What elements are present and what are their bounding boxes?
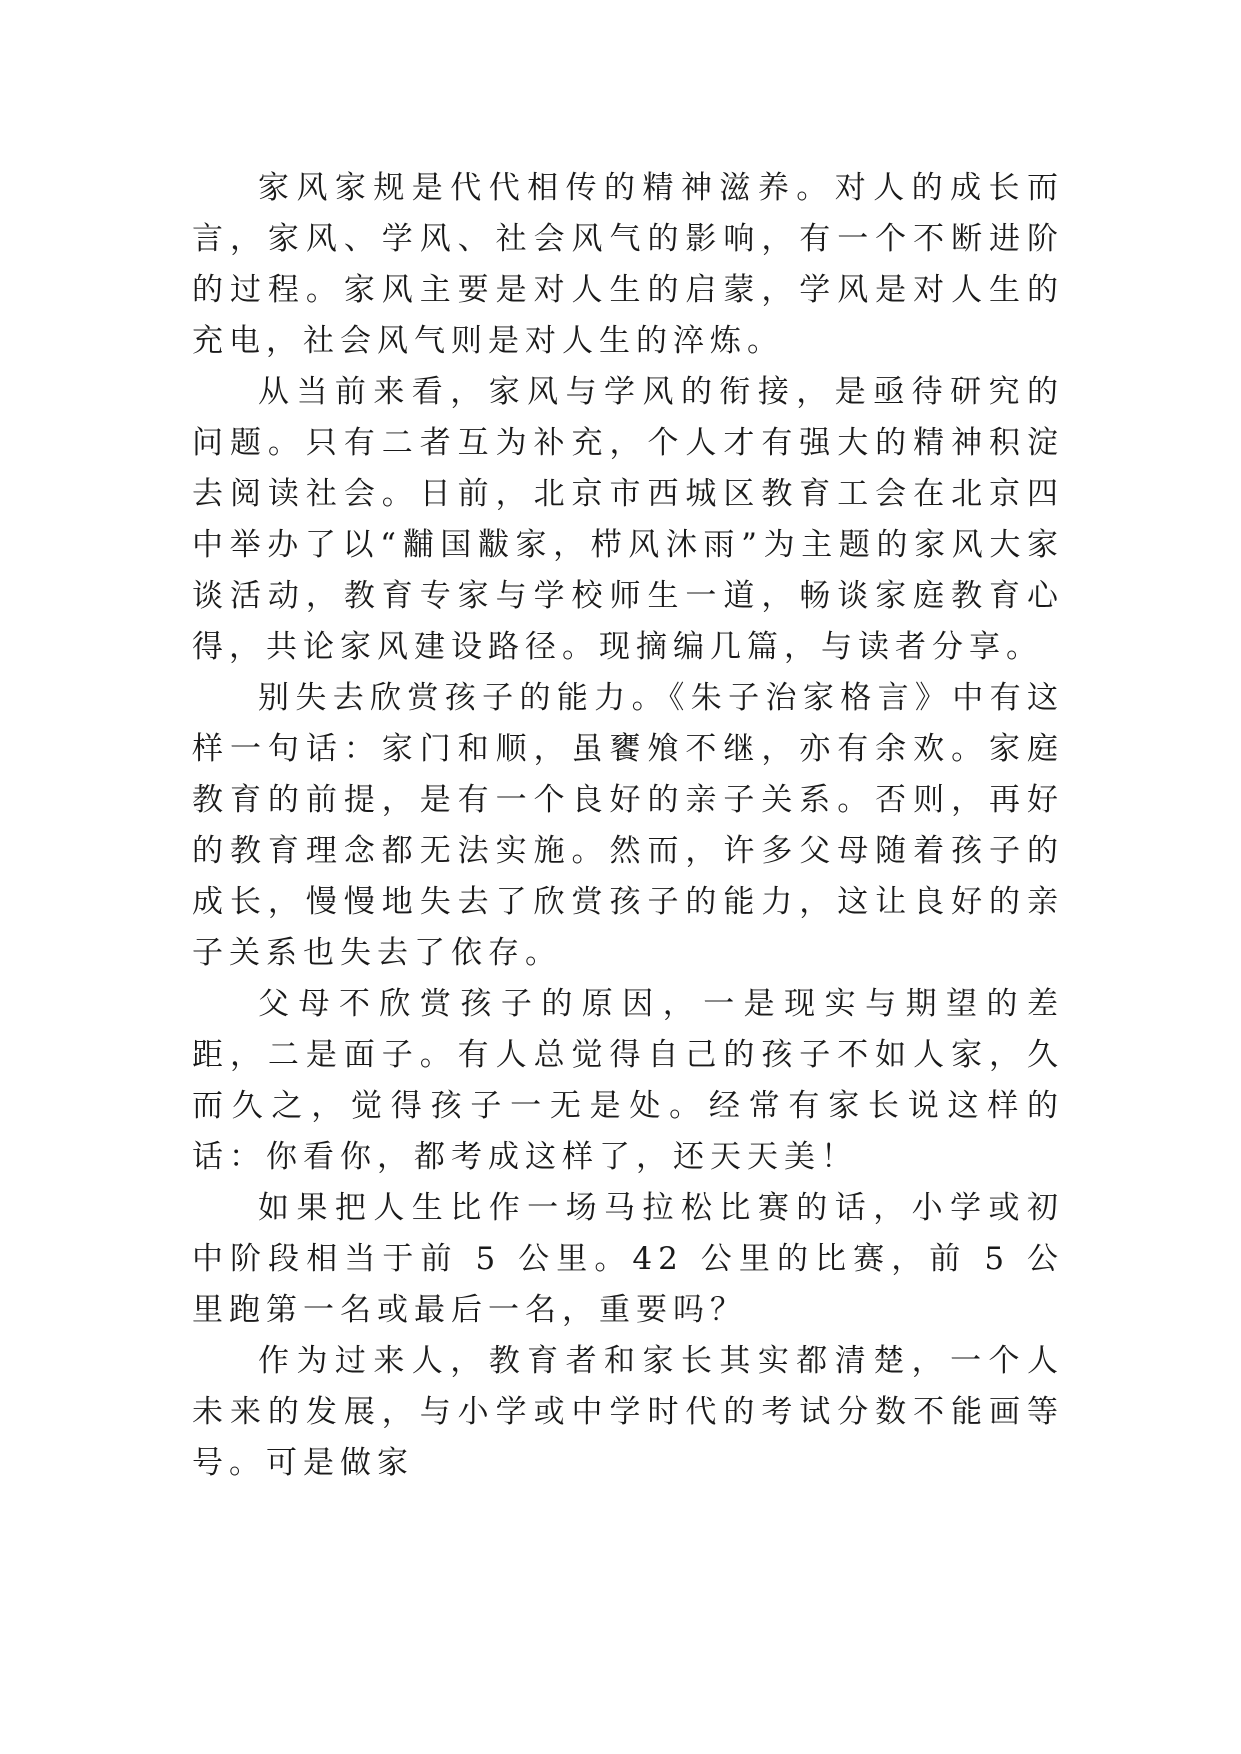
paragraph-5: 如果把人生比作一场马拉松比赛的话，小学或初中阶段相当于前 5 公里。42 公里的比赛，前 5 公里跑第一名或最后一名，重要吗？	[192, 1190, 1064, 1328]
paragraph-6: 作为过来人，教育者和家长其实都清楚，一个人未来的发展，与小学或中学时代的考试分数不能画等号。可是做家	[192, 1343, 1064, 1481]
paragraph-3: 别失去欣赏孩子的能力。《朱子治家格言》中有这样一句话：家门和顺，虽饔飧不继，亦有余欢。家庭教育的前提，是有一个良好的亲子关系。否则，再好的教育理念都无法实施。然而，许多父母随着孩子的成长，慢慢地失去了欣赏孩子的能力，这让良好的亲子关系也失去了依存。	[192, 680, 1064, 971]
document-body	[192, 163, 1064, 1489]
paragraph-1: 家风家规是代代相传的精神滋养。对人的成长而言，家风、学风、社会风气的影响，有一个不断进阶的过程。家风主要是对人生的启蒙，学风是对人生的充电，社会风气则是对人生的淬炼。	[192, 170, 1064, 359]
paragraph-2: 从当前来看，家风与学风的衔接，是亟待研究的问题。只有二者互为补充，个人才有强大的精神积淀去阅读社会。日前，北京市西城区教育工会在北京四中举办了以“黼国黻家，栉风沐雨”为主题的家风大家谈活动，教育专家与学校师生一道，畅谈家庭教育心得，共论家风建设路径。现摘编几篇，与读者分享。	[192, 374, 1064, 665]
paragraph-4: 父母不欣赏孩子的原因，一是现实与期望的差距，二是面子。有人总觉得自己的孩子不如人家，久而久之，觉得孩子一无是处。经常有家长说这样的话：你看你，都考成这样了，还天天美！	[192, 986, 1064, 1175]
